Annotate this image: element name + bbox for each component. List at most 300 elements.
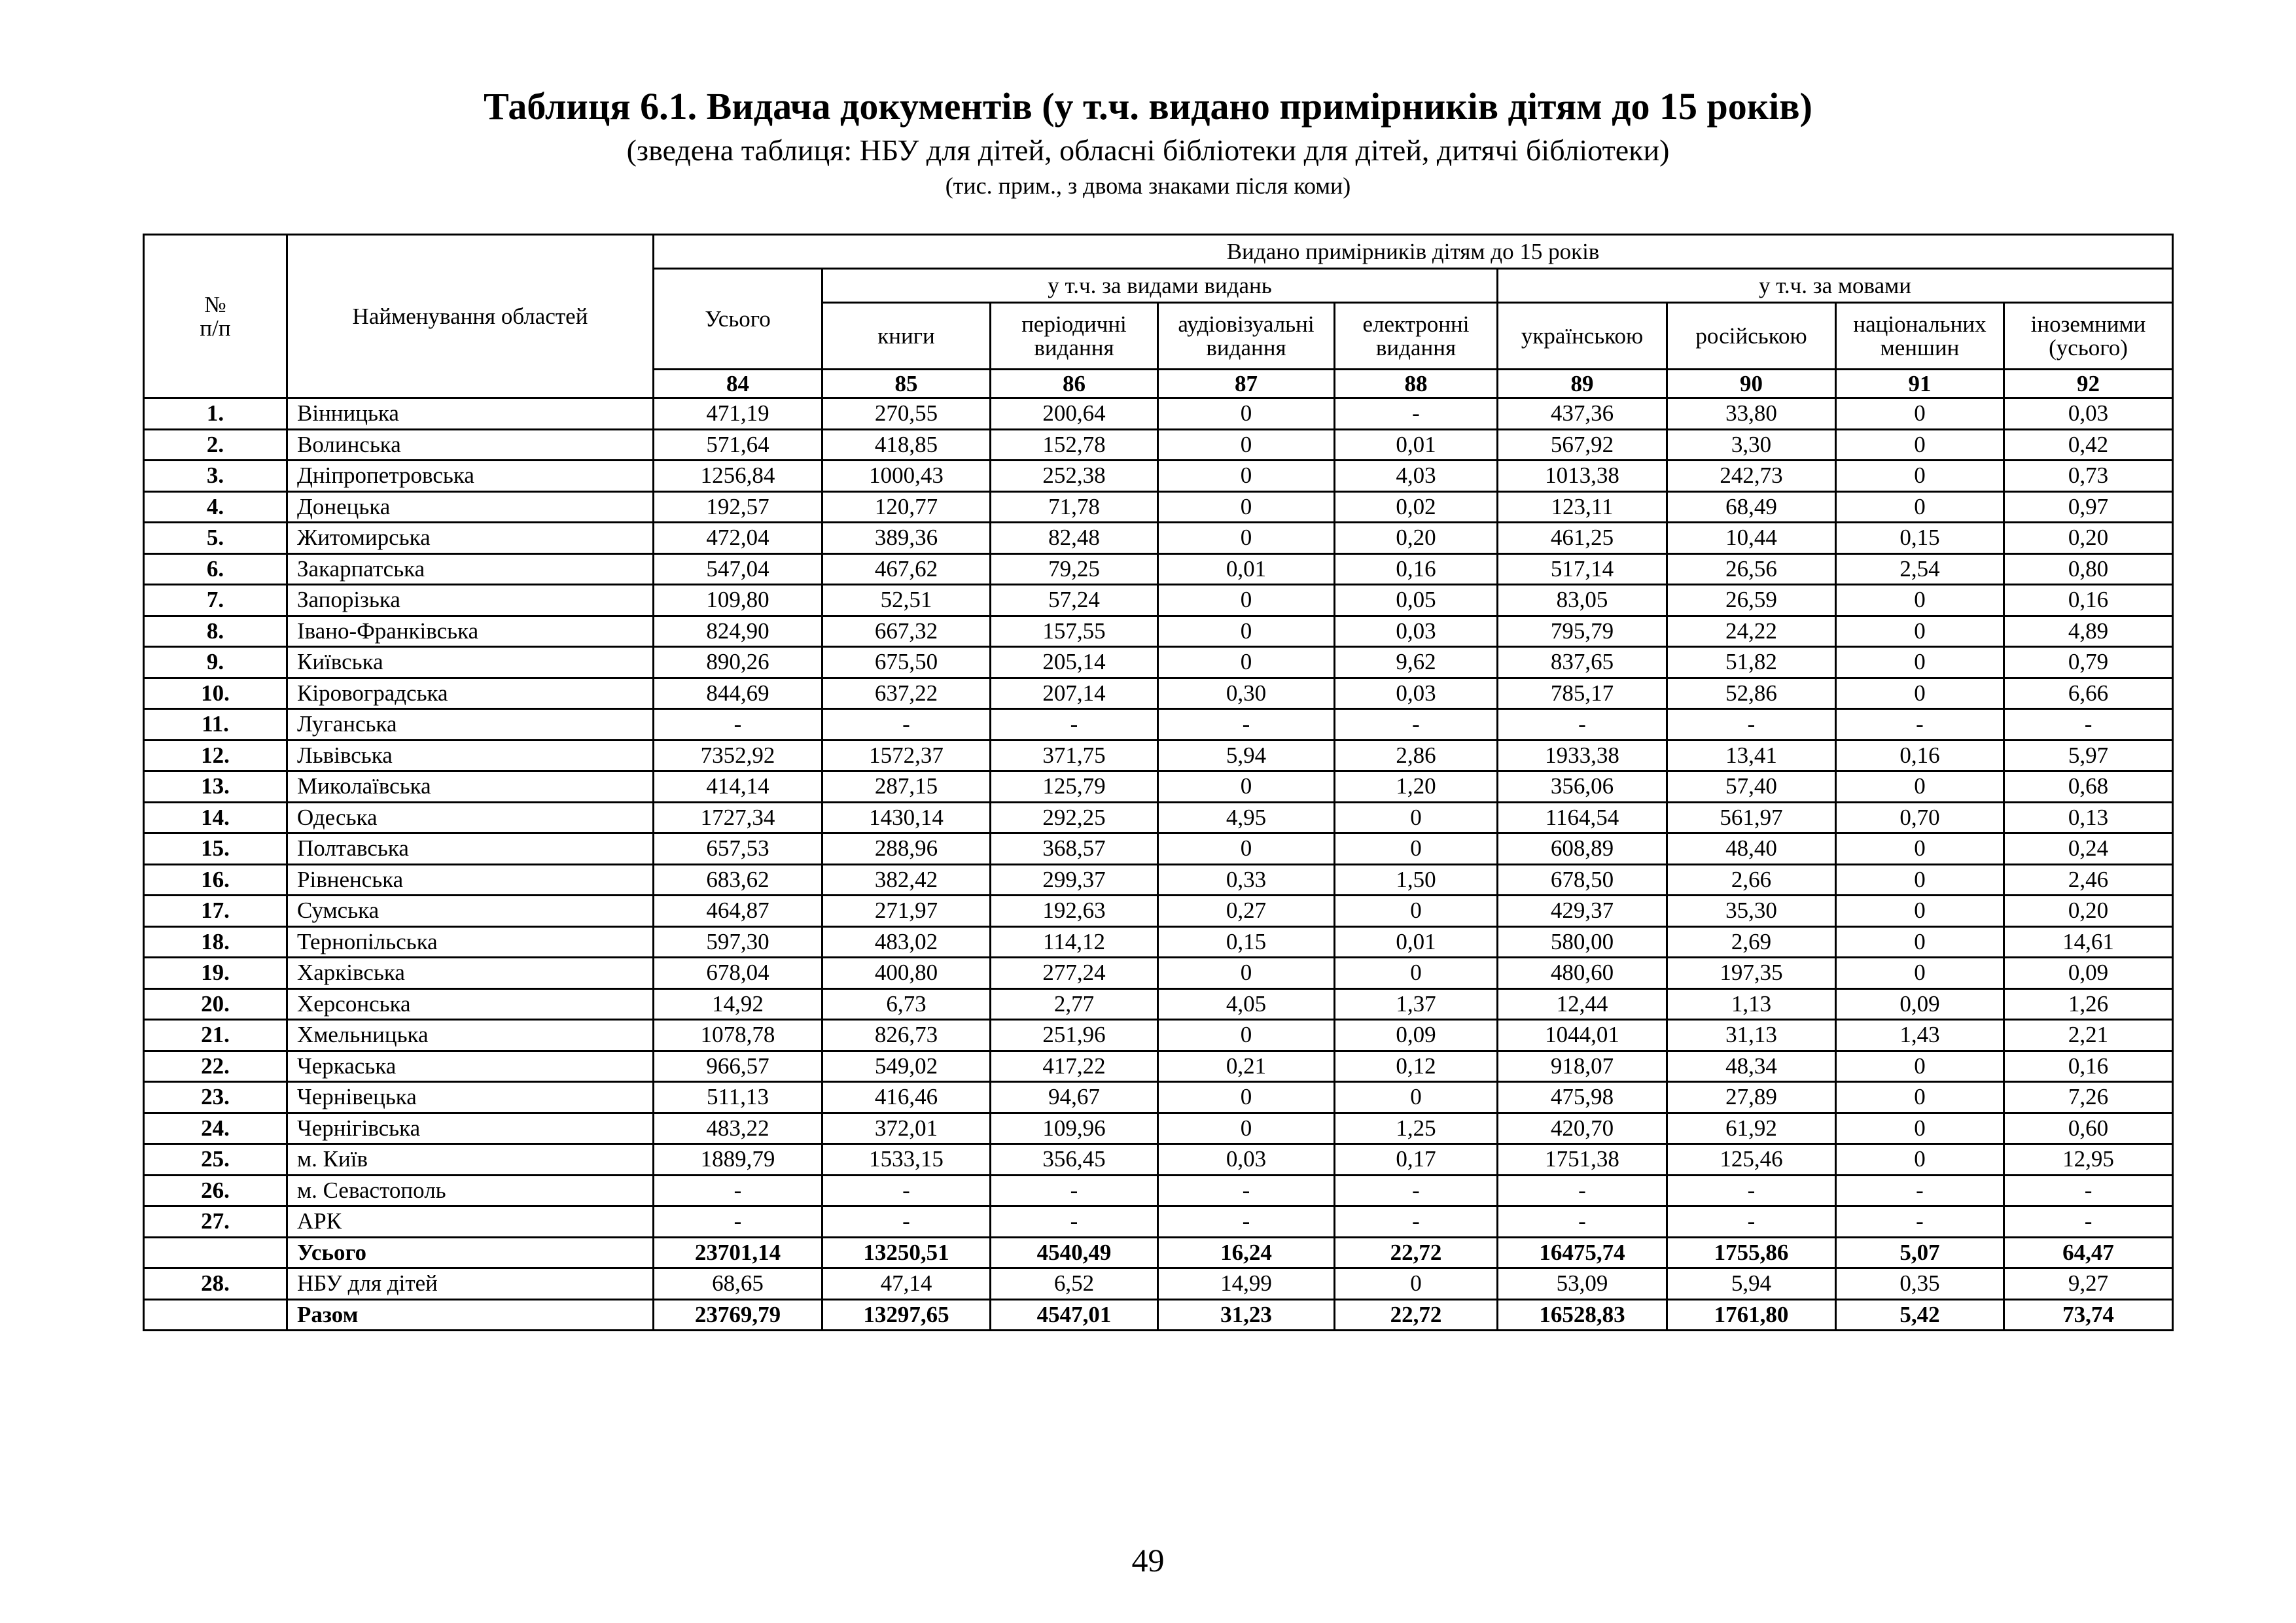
value-cell: 480,60	[1498, 958, 1667, 989]
value-cell: 271,97	[822, 896, 991, 927]
region-name: Сумська	[287, 896, 654, 927]
table-row	[144, 398, 2173, 430]
value-cell: 678,04	[654, 958, 822, 989]
value-cell: 414,14	[654, 771, 822, 803]
row-number: 28.	[144, 1268, 287, 1300]
value-cell: 4547,01	[991, 1299, 1158, 1331]
value-cell: 0,13	[2004, 802, 2173, 833]
value-cell: 205,14	[991, 647, 1158, 678]
value-cell: 0	[1836, 678, 2004, 709]
value-cell: 0,20	[2004, 523, 2173, 554]
value-cell: 0	[1335, 802, 1498, 833]
value-cell: -	[654, 709, 822, 741]
value-cell: 0	[1158, 585, 1335, 616]
region-name: Івано-Франківська	[287, 616, 654, 647]
region-name: АРК	[287, 1206, 654, 1238]
value-cell: -	[654, 1206, 822, 1238]
value-cell: 109,96	[991, 1113, 1158, 1144]
table-row	[144, 1020, 2173, 1051]
value-cell: 51,82	[1667, 647, 1836, 678]
value-cell: 567,92	[1498, 429, 1667, 461]
column-number: 91	[1836, 370, 2004, 398]
value-cell: 1,43	[1836, 1020, 2004, 1051]
table-body	[144, 398, 2173, 1331]
value-cell: -	[1158, 709, 1335, 741]
table-row	[144, 1051, 2173, 1082]
value-cell: 48,34	[1667, 1051, 1836, 1082]
value-cell: 0,03	[1158, 1144, 1335, 1176]
value-cell: 0	[1158, 1082, 1335, 1113]
row-number: 25.	[144, 1144, 287, 1176]
value-cell: 2,21	[2004, 1020, 2173, 1051]
value-cell: 429,37	[1498, 896, 1667, 927]
value-cell: 16,24	[1158, 1237, 1335, 1268]
row-number: 2.	[144, 429, 287, 461]
row-number: 6.	[144, 553, 287, 585]
value-cell: 471,19	[654, 398, 822, 430]
value-cell: -	[1335, 1206, 1498, 1238]
value-cell: 14,99	[1158, 1268, 1335, 1300]
value-cell: 1256,84	[654, 461, 822, 492]
table-row	[144, 616, 2173, 647]
region-name: Київська	[287, 647, 654, 678]
value-cell: 0	[1836, 1051, 2004, 1082]
region-name: Усього	[287, 1237, 654, 1268]
header-books: книги	[822, 303, 991, 370]
value-cell: 608,89	[1498, 833, 1667, 865]
header-row-number	[144, 235, 287, 398]
table-row	[144, 958, 2173, 989]
value-cell: 0,16	[1335, 553, 1498, 585]
value-cell: 1,37	[1335, 988, 1498, 1020]
header-russian: російською	[1667, 303, 1836, 370]
table-row	[144, 988, 2173, 1020]
row-number	[144, 1299, 287, 1331]
value-cell: 24,22	[1667, 616, 1836, 647]
row-number: 23.	[144, 1082, 287, 1113]
value-cell: 837,65	[1498, 647, 1667, 678]
value-cell: 1755,86	[1667, 1237, 1836, 1268]
header-region-name: Найменування областей	[287, 235, 654, 398]
value-cell: 1000,43	[822, 461, 991, 492]
value-cell: 120,77	[822, 491, 991, 523]
value-cell: 547,04	[654, 553, 822, 585]
value-cell: 53,09	[1498, 1268, 1667, 1300]
value-cell: 382,42	[822, 864, 991, 896]
value-cell: 637,22	[822, 678, 991, 709]
value-cell: 0	[1158, 491, 1335, 523]
region-name: Закарпатська	[287, 553, 654, 585]
value-cell: 437,36	[1498, 398, 1667, 430]
value-cell: 826,73	[822, 1020, 991, 1051]
value-cell: 157,55	[991, 616, 1158, 647]
region-name: Хмельницька	[287, 1020, 654, 1051]
value-cell: 7352,92	[654, 740, 822, 771]
region-name: Тернопільська	[287, 926, 654, 958]
value-cell: 0	[1836, 398, 2004, 430]
issuance-table	[143, 234, 2174, 1331]
table-row	[144, 1237, 2173, 1268]
value-cell: -	[2004, 1175, 2173, 1206]
region-name: Кіровоградська	[287, 678, 654, 709]
region-name: Одеська	[287, 802, 654, 833]
row-number: 11.	[144, 709, 287, 741]
value-cell: -	[1836, 1175, 2004, 1206]
value-cell: 2,46	[2004, 864, 2173, 896]
table-row	[144, 461, 2173, 492]
table-row	[144, 678, 2173, 709]
value-cell: 4,95	[1158, 802, 1335, 833]
value-cell: -	[991, 709, 1158, 741]
value-cell: -	[654, 1175, 822, 1206]
value-cell: 1727,34	[654, 802, 822, 833]
value-cell: 0	[1158, 461, 1335, 492]
row-number: 20.	[144, 988, 287, 1020]
table-row	[144, 1082, 2173, 1113]
table-row	[144, 1268, 2173, 1300]
value-cell: 0,16	[2004, 1051, 2173, 1082]
value-cell: 0,16	[2004, 585, 2173, 616]
value-cell: 23769,79	[654, 1299, 822, 1331]
row-number: 27.	[144, 1206, 287, 1238]
value-cell: 549,02	[822, 1051, 991, 1082]
row-number: 13.	[144, 771, 287, 803]
value-cell: 35,30	[1667, 896, 1836, 927]
value-cell: 26,56	[1667, 553, 1836, 585]
value-cell: 0,30	[1158, 678, 1335, 709]
header-group-issued: Видано примірників дітям до 15 років	[654, 235, 2173, 269]
value-cell: 0,20	[1335, 523, 1498, 554]
value-cell: 0,35	[1836, 1268, 2004, 1300]
value-cell: 0	[1836, 585, 2004, 616]
value-cell: 1933,38	[1498, 740, 1667, 771]
value-cell: 483,22	[654, 1113, 822, 1144]
value-cell: 47,14	[822, 1268, 991, 1300]
value-cell: -	[1335, 1175, 1498, 1206]
table-row	[144, 1113, 2173, 1144]
value-cell: 1889,79	[654, 1144, 822, 1176]
header-ukrainian: українською	[1498, 303, 1667, 370]
region-name: Волинська	[287, 429, 654, 461]
value-cell: 79,25	[991, 553, 1158, 585]
table-subtitle: (зведена таблиця: НБУ для дітей, обласні бібліотеки для дітей, дитячі бібліотеки)	[626, 133, 1670, 167]
value-cell: 2,66	[1667, 864, 1836, 896]
value-cell: 13250,51	[822, 1237, 991, 1268]
row-number: 18.	[144, 926, 287, 958]
column-number: 86	[991, 370, 1158, 398]
value-cell: 0,05	[1335, 585, 1498, 616]
value-cell: 0	[1158, 958, 1335, 989]
value-cell: 4,03	[1335, 461, 1498, 492]
value-cell: -	[1667, 1175, 1836, 1206]
value-cell: 0,68	[2004, 771, 2173, 803]
value-cell: 73,74	[2004, 1299, 2173, 1331]
region-name: м. Севастополь	[287, 1175, 654, 1206]
column-number: 89	[1498, 370, 1667, 398]
value-cell: 844,69	[654, 678, 822, 709]
value-cell: 0	[1335, 833, 1498, 865]
value-cell: 356,45	[991, 1144, 1158, 1176]
value-cell: 580,00	[1498, 926, 1667, 958]
value-cell: 125,79	[991, 771, 1158, 803]
value-cell: 0	[1836, 429, 2004, 461]
value-cell: -	[1498, 1206, 1667, 1238]
value-cell: 420,70	[1498, 1113, 1667, 1144]
column-number: 92	[2004, 370, 2173, 398]
table-row	[144, 523, 2173, 554]
value-cell: -	[1836, 1206, 2004, 1238]
value-cell: 785,17	[1498, 678, 1667, 709]
value-cell: 0,97	[2004, 491, 2173, 523]
value-cell: 1,13	[1667, 988, 1836, 1020]
value-cell: 0	[1158, 833, 1335, 865]
value-cell: 400,80	[822, 958, 991, 989]
value-cell: -	[822, 1206, 991, 1238]
row-number: 10.	[144, 678, 287, 709]
value-cell: 1572,37	[822, 740, 991, 771]
region-name: м. Київ	[287, 1144, 654, 1176]
value-cell: 0,03	[1335, 678, 1498, 709]
value-cell: 918,07	[1498, 1051, 1667, 1082]
value-cell: 418,85	[822, 429, 991, 461]
row-number: 19.	[144, 958, 287, 989]
value-cell: 675,50	[822, 647, 991, 678]
value-cell: 6,52	[991, 1268, 1158, 1300]
table-row	[144, 1206, 2173, 1238]
value-cell: 0	[1158, 771, 1335, 803]
header-national-minorities: національних меншин	[1836, 303, 2004, 370]
value-cell: 0	[1158, 429, 1335, 461]
value-cell: 125,46	[1667, 1144, 1836, 1176]
value-cell: 197,35	[1667, 958, 1836, 989]
header-total: Усього	[654, 269, 822, 370]
value-cell: 0	[1335, 1268, 1498, 1300]
region-name: Вінницька	[287, 398, 654, 430]
region-name: Харківська	[287, 958, 654, 989]
value-cell: 517,14	[1498, 553, 1667, 585]
value-cell: -	[1667, 709, 1836, 741]
value-cell: -	[822, 1175, 991, 1206]
value-cell: 23701,14	[654, 1237, 822, 1268]
value-cell: 371,75	[991, 740, 1158, 771]
region-name: Запорізька	[287, 585, 654, 616]
value-cell: 12,95	[2004, 1144, 2173, 1176]
value-cell: 48,40	[1667, 833, 1836, 865]
value-cell: 0,20	[2004, 896, 2173, 927]
value-cell: 299,37	[991, 864, 1158, 896]
value-cell: 475,98	[1498, 1082, 1667, 1113]
table-row	[144, 585, 2173, 616]
value-cell: -	[2004, 1206, 2173, 1238]
value-cell: 0,70	[1836, 802, 2004, 833]
page-number: 49	[1131, 1542, 1165, 1579]
value-cell: 0,42	[2004, 429, 2173, 461]
value-cell: 0,17	[1335, 1144, 1498, 1176]
value-cell: 4,89	[2004, 616, 2173, 647]
region-name: Луганська	[287, 709, 654, 741]
value-cell: -	[1667, 1206, 1836, 1238]
value-cell: -	[1335, 398, 1498, 430]
value-cell: 270,55	[822, 398, 991, 430]
value-cell: 0,09	[1335, 1020, 1498, 1051]
value-cell: 83,05	[1498, 585, 1667, 616]
value-cell: 0	[1158, 647, 1335, 678]
value-cell: 1,26	[2004, 988, 2173, 1020]
value-cell: 0,01	[1335, 926, 1498, 958]
region-name: Донецька	[287, 491, 654, 523]
value-cell: 0	[1158, 1020, 1335, 1051]
value-cell: 1078,78	[654, 1020, 822, 1051]
value-cell: 667,32	[822, 616, 991, 647]
value-cell: 461,25	[1498, 523, 1667, 554]
value-cell: 0	[1335, 1082, 1498, 1113]
value-cell: 0	[1836, 771, 2004, 803]
value-cell: 4,05	[1158, 988, 1335, 1020]
value-cell: 0	[1836, 896, 2004, 927]
value-cell: -	[991, 1175, 1158, 1206]
value-cell: -	[1498, 1175, 1667, 1206]
row-number: 26.	[144, 1175, 287, 1206]
value-cell: 13297,65	[822, 1299, 991, 1331]
value-cell: 966,57	[654, 1051, 822, 1082]
row-number: 15.	[144, 833, 287, 865]
value-cell: 4540,49	[991, 1237, 1158, 1268]
value-cell: 0,16	[1836, 740, 2004, 771]
value-cell: 277,24	[991, 958, 1158, 989]
value-cell: 0,80	[2004, 553, 2173, 585]
value-cell: -	[1158, 1175, 1335, 1206]
value-cell: 0	[1836, 864, 2004, 896]
value-cell: 52,51	[822, 585, 991, 616]
table-row	[144, 709, 2173, 741]
value-cell: 52,86	[1667, 678, 1836, 709]
value-cell: 0,79	[2004, 647, 2173, 678]
value-cell: 0	[1836, 1144, 2004, 1176]
value-cell: 561,97	[1667, 802, 1836, 833]
value-cell: 292,25	[991, 802, 1158, 833]
region-name: Рівненська	[287, 864, 654, 896]
region-name: НБУ для дітей	[287, 1268, 654, 1300]
value-cell: 0,03	[1335, 616, 1498, 647]
value-cell: 571,64	[654, 429, 822, 461]
value-cell: 0	[1836, 491, 2004, 523]
value-cell: 1013,38	[1498, 461, 1667, 492]
value-cell: 287,15	[822, 771, 991, 803]
row-number: 5.	[144, 523, 287, 554]
value-cell: 0	[1335, 896, 1498, 927]
value-cell: 0	[1158, 523, 1335, 554]
region-name: Полтавська	[287, 833, 654, 865]
value-cell: 678,50	[1498, 864, 1667, 896]
row-number: 9.	[144, 647, 287, 678]
row-number: 4.	[144, 491, 287, 523]
value-cell: 0,15	[1158, 926, 1335, 958]
value-cell: 16528,83	[1498, 1299, 1667, 1331]
row-number: 7.	[144, 585, 287, 616]
value-cell: 31,23	[1158, 1299, 1335, 1331]
header-periodicals: періодичні видання	[991, 303, 1158, 370]
value-cell: 0,09	[2004, 958, 2173, 989]
table-row	[144, 553, 2173, 585]
value-cell: 57,24	[991, 585, 1158, 616]
value-cell: 3,30	[1667, 429, 1836, 461]
value-cell: 0,01	[1335, 429, 1498, 461]
value-cell: 14,61	[2004, 926, 2173, 958]
header-audiovisual: аудіовізуальні видання	[1158, 303, 1335, 370]
value-cell: 464,87	[654, 896, 822, 927]
value-cell: -	[822, 709, 991, 741]
value-cell: 152,78	[991, 429, 1158, 461]
region-name: Житомирська	[287, 523, 654, 554]
value-cell: 5,94	[1667, 1268, 1836, 1300]
value-cell: 389,36	[822, 523, 991, 554]
value-cell: 10,44	[1667, 523, 1836, 554]
value-cell: 511,13	[654, 1082, 822, 1113]
value-cell: 9,62	[1335, 647, 1498, 678]
value-cell: 71,78	[991, 491, 1158, 523]
value-cell: 0,33	[1158, 864, 1335, 896]
value-cell: 2,86	[1335, 740, 1498, 771]
value-cell: 57,40	[1667, 771, 1836, 803]
row-number: 16.	[144, 864, 287, 896]
header-electronic: електронні видання	[1335, 303, 1498, 370]
value-cell: 61,92	[1667, 1113, 1836, 1144]
row-number: 3.	[144, 461, 287, 492]
table-row	[144, 1175, 2173, 1206]
value-cell: 64,47	[2004, 1237, 2173, 1268]
value-cell: 0,21	[1158, 1051, 1335, 1082]
row-number: 21.	[144, 1020, 287, 1051]
column-number: 87	[1158, 370, 1335, 398]
table-units-note: (тис. прим., з двома знаками після коми)	[945, 173, 1351, 199]
value-cell: 0	[1158, 398, 1335, 430]
table-row	[144, 1144, 2173, 1176]
value-cell: 0	[1158, 1113, 1335, 1144]
table-row	[144, 771, 2173, 803]
value-cell: 0	[1836, 616, 2004, 647]
table-row	[144, 647, 2173, 678]
table-row	[144, 491, 2173, 523]
value-cell: 356,06	[1498, 771, 1667, 803]
table-row	[144, 1299, 2173, 1331]
value-cell: -	[1836, 709, 2004, 741]
value-cell: 597,30	[654, 926, 822, 958]
value-cell: 795,79	[1498, 616, 1667, 647]
value-cell: 14,92	[654, 988, 822, 1020]
value-cell: 12,44	[1498, 988, 1667, 1020]
value-cell: 0,27	[1158, 896, 1335, 927]
value-cell: 0,03	[2004, 398, 2173, 430]
value-cell: 1,20	[1335, 771, 1498, 803]
value-cell: 683,62	[654, 864, 822, 896]
value-cell: 27,89	[1667, 1082, 1836, 1113]
value-cell: 824,90	[654, 616, 822, 647]
value-cell: 251,96	[991, 1020, 1158, 1051]
value-cell: 1,25	[1335, 1113, 1498, 1144]
row-number: 1.	[144, 398, 287, 430]
value-cell: 372,01	[822, 1113, 991, 1144]
value-cell: 6,66	[2004, 678, 2173, 709]
value-cell: 6,73	[822, 988, 991, 1020]
value-cell: 9,27	[2004, 1268, 2173, 1300]
value-cell: 2,69	[1667, 926, 1836, 958]
value-cell: 0,73	[2004, 461, 2173, 492]
value-cell: 1761,80	[1667, 1299, 1836, 1331]
value-cell: 0	[1836, 647, 2004, 678]
value-cell: 1751,38	[1498, 1144, 1667, 1176]
value-cell: 68,65	[654, 1268, 822, 1300]
value-cell: 0	[1836, 833, 2004, 865]
